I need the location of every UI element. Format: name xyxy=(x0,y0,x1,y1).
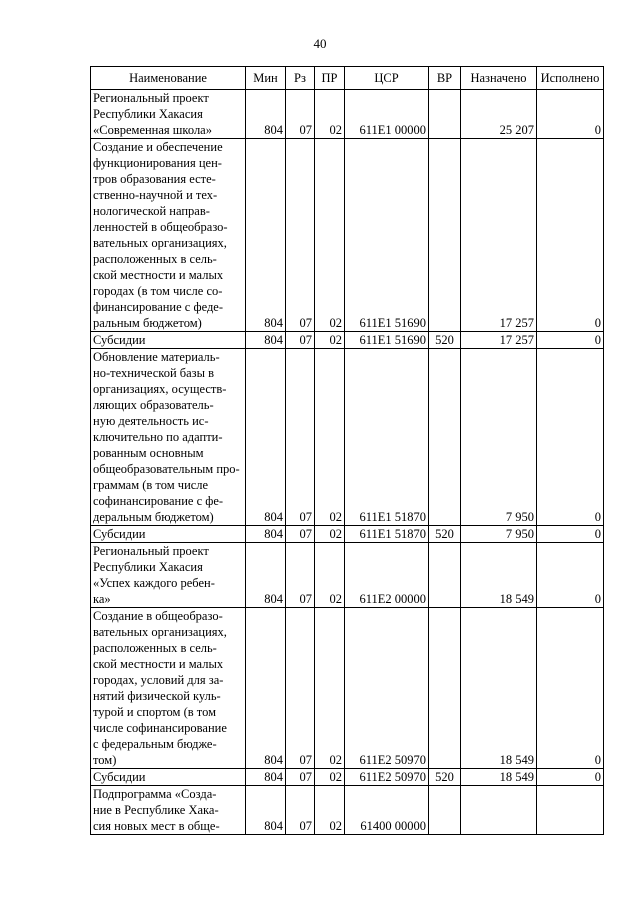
cell-csr: 611E1 51690 xyxy=(345,332,429,349)
cell-name: Субсидии xyxy=(91,526,246,543)
table-row xyxy=(91,543,604,608)
cell-csr: 611E2 00000 xyxy=(345,543,429,608)
cell-assigned xyxy=(461,786,537,835)
cell-csr: 611E1 51870 xyxy=(345,526,429,543)
cell-csr: 611E2 50970 xyxy=(345,769,429,786)
cell-csr: 611E1 00000 xyxy=(345,90,429,139)
cell-name: Создание и обеспечение функционирования цен- тров образования есте- ственно-научной и тех- нологической направ- ленностей в общеобразо- вательных организациях, расположенных в сель- ской местности и малых городах (в том числе со- финансирование с феде- ральным бюджетом) xyxy=(91,139,246,332)
cell-pr: 02 xyxy=(315,139,345,332)
cell-vr: 520 xyxy=(429,769,461,786)
budget-table xyxy=(90,66,604,835)
table-row xyxy=(91,349,604,526)
cell-rz: 07 xyxy=(286,769,315,786)
table-row xyxy=(91,786,604,835)
cell-executed: 0 xyxy=(537,526,604,543)
table-row xyxy=(91,332,604,349)
table-row xyxy=(91,526,604,543)
cell-vr xyxy=(429,608,461,769)
cell-min: 804 xyxy=(246,349,286,526)
cell-executed: 0 xyxy=(537,608,604,769)
cell-executed: 0 xyxy=(537,139,604,332)
table-header-row xyxy=(91,67,604,90)
cell-min: 804 xyxy=(246,90,286,139)
cell-pr: 02 xyxy=(315,608,345,769)
cell-rz: 07 xyxy=(286,349,315,526)
cell-name: Региональный проект Республики Хакасия «Современная школа» xyxy=(91,90,246,139)
cell-vr xyxy=(429,139,461,332)
cell-assigned: 7 950 xyxy=(461,349,537,526)
cell-vr: 520 xyxy=(429,526,461,543)
cell-pr: 02 xyxy=(315,90,345,139)
cell-csr: 611E1 51690 xyxy=(345,139,429,332)
cell-csr: 611E2 50970 xyxy=(345,608,429,769)
cell-min: 804 xyxy=(246,139,286,332)
cell-assigned: 18 549 xyxy=(461,608,537,769)
cell-rz: 07 xyxy=(286,786,315,835)
cell-vr: 520 xyxy=(429,332,461,349)
cell-executed xyxy=(537,786,604,835)
cell-min: 804 xyxy=(246,769,286,786)
cell-pr: 02 xyxy=(315,526,345,543)
cell-assigned: 18 549 xyxy=(461,769,537,786)
cell-rz: 07 xyxy=(286,139,315,332)
cell-rz: 07 xyxy=(286,543,315,608)
cell-name: Субсидии xyxy=(91,769,246,786)
cell-vr xyxy=(429,786,461,835)
cell-min: 804 xyxy=(246,786,286,835)
cell-min: 804 xyxy=(246,543,286,608)
header-min: Мин xyxy=(246,67,286,90)
cell-pr: 02 xyxy=(315,543,345,608)
cell-rz: 07 xyxy=(286,332,315,349)
table-row xyxy=(91,608,604,769)
cell-vr xyxy=(429,543,461,608)
table-row xyxy=(91,769,604,786)
cell-executed: 0 xyxy=(537,349,604,526)
cell-assigned: 25 207 xyxy=(461,90,537,139)
table-row xyxy=(91,90,604,139)
cell-pr: 02 xyxy=(315,786,345,835)
cell-name: Субсидии xyxy=(91,332,246,349)
cell-assigned: 17 257 xyxy=(461,139,537,332)
cell-executed: 0 xyxy=(537,543,604,608)
header-assigned: Назначено xyxy=(461,67,537,90)
cell-name: Обновление материаль- но-технической базы в организациях, осуществ- ляющих образователь- ную деятельность ис- ключительно по адапти- рованным основным общеобразовательным про- граммам (в том числе софинансирование с фе- деральным бюджетом) xyxy=(91,349,246,526)
cell-executed: 0 xyxy=(537,90,604,139)
cell-name: Создание в общеобразо- вательных организациях, расположенных в сель- ской местности и малых городах, условий для за- нятий физической куль- турой и спортом (в том числе софинансирование с федеральным бюдже- том) xyxy=(91,608,246,769)
cell-assigned: 17 257 xyxy=(461,332,537,349)
cell-name: Региональный проект Республики Хакасия «Успех каждого ребен- ка» xyxy=(91,543,246,608)
header-pr: ПР xyxy=(315,67,345,90)
cell-assigned: 7 950 xyxy=(461,526,537,543)
cell-pr: 02 xyxy=(315,769,345,786)
cell-vr xyxy=(429,349,461,526)
cell-csr: 61400 00000 xyxy=(345,786,429,835)
cell-pr: 02 xyxy=(315,332,345,349)
cell-executed: 0 xyxy=(537,769,604,786)
cell-csr: 611E1 51870 xyxy=(345,349,429,526)
header-vr: ВР xyxy=(429,67,461,90)
cell-assigned: 18 549 xyxy=(461,543,537,608)
table-row xyxy=(91,139,604,332)
header-csr: ЦСР xyxy=(345,67,429,90)
cell-min: 804 xyxy=(246,526,286,543)
header-executed: Исполнено xyxy=(537,67,604,90)
header-name: Наименование xyxy=(91,67,246,90)
header-rz: Рз xyxy=(286,67,315,90)
cell-rz: 07 xyxy=(286,90,315,139)
cell-name: Подпрограмма «Созда- ние в Республике Хака- сия новых мест в обще- xyxy=(91,786,246,835)
page-number: 40 xyxy=(313,36,327,51)
cell-pr: 02 xyxy=(315,349,345,526)
cell-rz: 07 xyxy=(286,608,315,769)
cell-min: 804 xyxy=(246,608,286,769)
cell-rz: 07 xyxy=(286,526,315,543)
cell-vr xyxy=(429,90,461,139)
cell-min: 804 xyxy=(246,332,286,349)
cell-executed: 0 xyxy=(537,332,604,349)
